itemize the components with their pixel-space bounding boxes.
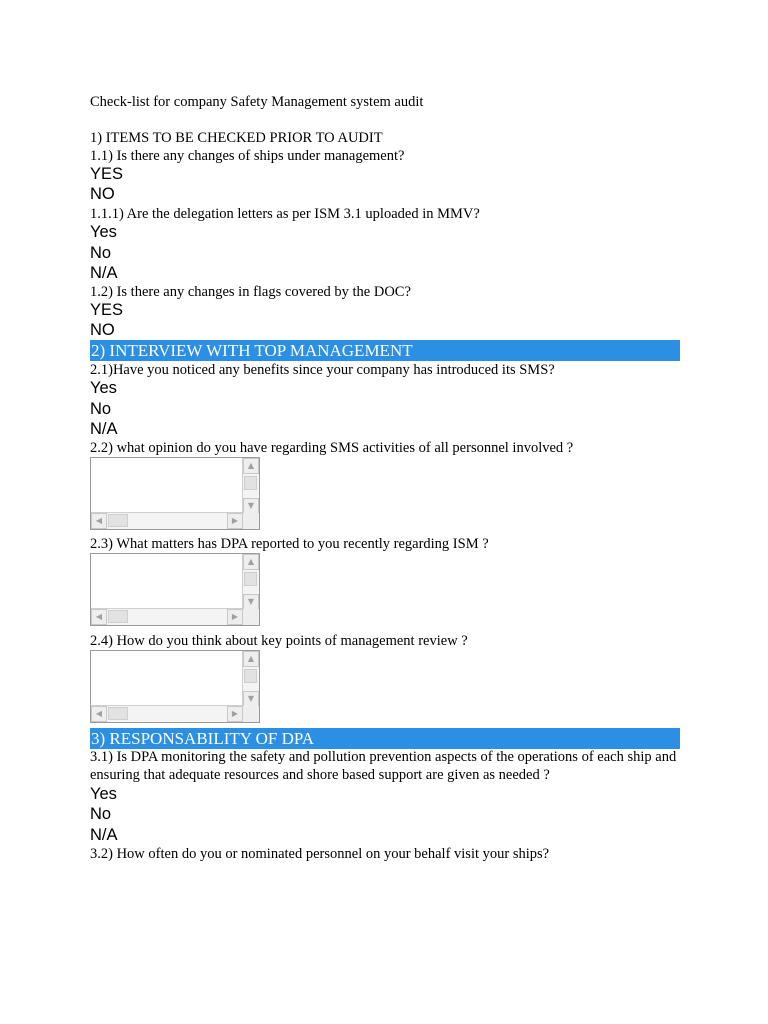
horizontal-scrollbar[interactable] [91, 608, 243, 625]
scroll-down-icon[interactable]: ▼ [243, 691, 259, 707]
section-3-heading: 3) RESPONSABILITY OF DPA [90, 728, 680, 749]
question-3-1: 3.1) Is DPA monitoring the safety and pollution prevention aspects of the operations of each ship and ensuring that adequate resources and shore based support are given as needed ? [90, 749, 677, 783]
option-yes[interactable]: Yes [90, 785, 117, 803]
document-title: Check-list for company Safety Management system audit [90, 94, 424, 110]
option-yes[interactable]: Yes [90, 223, 117, 241]
option-na[interactable]: N/A [90, 264, 118, 282]
vertical-scrollbar[interactable] [242, 651, 259, 707]
question-1-1-1: 1.1.1) Are the delegation letters as per ISM 3.1 uploaded in MMV? [90, 206, 480, 222]
section-1-heading: 1) ITEMS TO BE CHECKED PRIOR TO AUDIT [90, 130, 383, 146]
question-2-2: 2.2) what opinion do you have regarding SMS activities of all personnel involved ? [90, 440, 574, 456]
answer-textarea-2-2[interactable] [90, 457, 260, 530]
option-na[interactable]: N/A [90, 826, 118, 844]
question-3-2: 3.2) How often do you or nominated personnel on your behalf visit your ships? [90, 846, 550, 862]
scroll-thumb[interactable] [108, 610, 128, 623]
option-no[interactable]: No [90, 244, 112, 262]
vertical-scrollbar[interactable] [242, 554, 259, 610]
scroll-thumb[interactable] [108, 707, 128, 720]
scroll-down-icon[interactable]: ▼ [243, 594, 259, 610]
scroll-right-icon[interactable]: ▶ [227, 513, 243, 529]
resize-corner [243, 609, 259, 625]
section-2-heading: 2) INTERVIEW WITH TOP MANAGEMENT [90, 340, 680, 361]
question-1-1: 1.1) Is there any changes of ships under management? [90, 148, 405, 164]
question-1-2: 1.2) Is there any changes in flags covered by the DOC? [90, 284, 411, 300]
question-2-3: 2.3) What matters has DPA reported to you recently regarding ISM ? [90, 536, 489, 552]
scroll-right-icon[interactable]: ▶ [227, 609, 243, 625]
question-2-4: 2.4) How do you think about key points of management review ? [90, 633, 468, 649]
scroll-down-icon[interactable]: ▼ [243, 498, 259, 514]
option-no[interactable]: No [90, 805, 112, 823]
horizontal-scrollbar[interactable] [91, 705, 243, 722]
option-yes[interactable]: Yes [90, 379, 117, 397]
option-no[interactable]: NO [90, 185, 115, 203]
option-yes[interactable]: YES [90, 301, 124, 319]
scroll-up-icon[interactable]: ▲ [243, 458, 259, 474]
resize-corner [243, 513, 259, 529]
option-yes[interactable]: YES [90, 165, 124, 183]
horizontal-scrollbar[interactable] [91, 512, 243, 529]
answer-textarea-2-3[interactable] [90, 553, 260, 626]
vertical-scrollbar[interactable] [242, 458, 259, 514]
scroll-left-icon[interactable]: ◀ [91, 706, 107, 722]
scroll-thumb[interactable] [244, 669, 257, 683]
resize-corner [243, 706, 259, 722]
scroll-thumb[interactable] [244, 572, 257, 586]
question-2-1: 2.1)Have you noticed any benefits since your company has introduced its SMS? [90, 362, 555, 378]
scroll-up-icon[interactable]: ▲ [243, 651, 259, 667]
answer-textarea-2-4[interactable] [90, 650, 260, 723]
scroll-right-icon[interactable]: ▶ [227, 706, 243, 722]
scroll-thumb[interactable] [244, 476, 257, 490]
scroll-left-icon[interactable]: ◀ [91, 609, 107, 625]
scroll-thumb[interactable] [108, 514, 128, 527]
option-no[interactable]: No [90, 400, 112, 418]
option-na[interactable]: N/A [90, 420, 118, 438]
option-no[interactable]: NO [90, 321, 115, 339]
scroll-left-icon[interactable]: ◀ [91, 513, 107, 529]
scroll-up-icon[interactable]: ▲ [243, 554, 259, 570]
